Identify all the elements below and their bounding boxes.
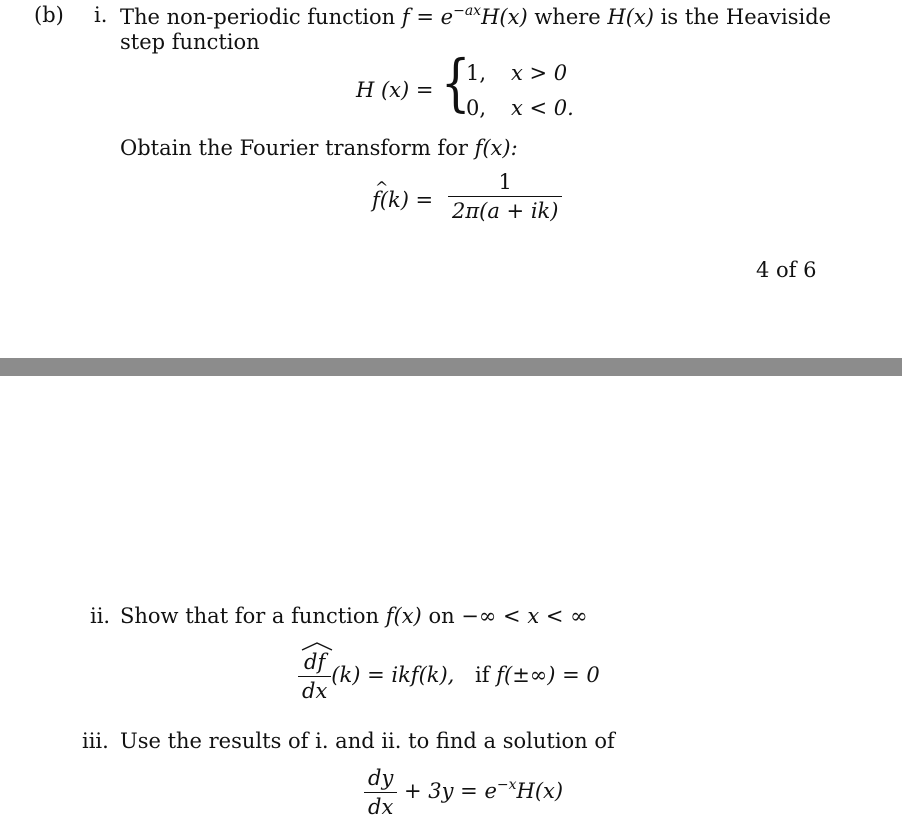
question-iii-text: Use the results of i. and ii. to find a solution of — [120, 729, 615, 753]
fourier-denominator: 2π(a + ik) — [448, 196, 562, 223]
condition: f(±∞) = 0 — [496, 663, 600, 687]
question-ii-fx: f(x) — [385, 604, 422, 628]
question-ii-line — [120, 604, 588, 628]
ode-rhs-pre: + 3y = e — [404, 779, 497, 803]
case2-condition: x < 0. — [511, 96, 574, 120]
fourier-fraction — [448, 170, 562, 223]
question-i-text-post: is the Heaviside — [660, 5, 832, 29]
ode-rhs-exponent: −x — [496, 777, 517, 793]
obtain-text: Obtain the Fourier transform for — [120, 136, 468, 160]
ode-numerator: dy — [368, 766, 394, 790]
page-divider — [0, 358, 902, 376]
part-label: (b) — [34, 3, 64, 27]
derivative-numerator: df — [304, 650, 326, 674]
math-H2: H — [607, 5, 626, 29]
question-i-text-pre: The non-periodic function — [120, 5, 396, 29]
derivative-rhs: (k) = ikf(k), — [331, 663, 455, 687]
fourier-lhs-text: f(k) = — [372, 188, 434, 212]
ode-rhs-post: H(x) — [516, 779, 564, 803]
case2-value: 0, — [466, 96, 487, 120]
case1-value: 1, — [466, 61, 487, 85]
question-i-line2: step function — [120, 30, 260, 54]
page-number: 4 of 6 — [756, 258, 817, 282]
case1-condition: x > 0 — [511, 61, 568, 85]
derivative-denominator: dx — [298, 676, 331, 703]
ode-equation — [364, 766, 563, 819]
question-i-label: i. — [94, 3, 108, 27]
question-iii-label: iii. — [82, 729, 109, 753]
obtain-fx: f(x): — [474, 136, 518, 160]
math-exponent: −ax — [453, 3, 482, 19]
question-ii-range: −∞ < x < ∞ — [461, 604, 588, 628]
piecewise-lhs: H (x) = — [356, 78, 434, 102]
condition-if: if — [475, 663, 490, 687]
question-ii-on: on — [428, 604, 455, 628]
question-ii-text: Show that for a function — [120, 604, 380, 628]
question-i-line1 — [120, 3, 831, 29]
fourier-numerator: 1 — [498, 170, 512, 194]
question-ii-label: ii. — [90, 604, 111, 628]
question-i-text-mid: where — [534, 5, 601, 29]
derivative-numerator-wrap — [300, 650, 329, 676]
piecewise-brace: { — [440, 46, 471, 119]
math-x: (x) — [499, 5, 528, 29]
math-f: f — [401, 5, 410, 29]
math-H: H — [481, 5, 500, 29]
fourier-lhs — [372, 188, 433, 212]
widehat-icon — [300, 641, 334, 651]
math-e: e — [440, 5, 454, 29]
derivative-identity — [298, 650, 600, 703]
obtain-line — [120, 136, 518, 160]
ode-denominator: dx — [364, 792, 397, 819]
math-x2: (x) — [625, 5, 654, 29]
math-eq: = — [416, 5, 434, 29]
